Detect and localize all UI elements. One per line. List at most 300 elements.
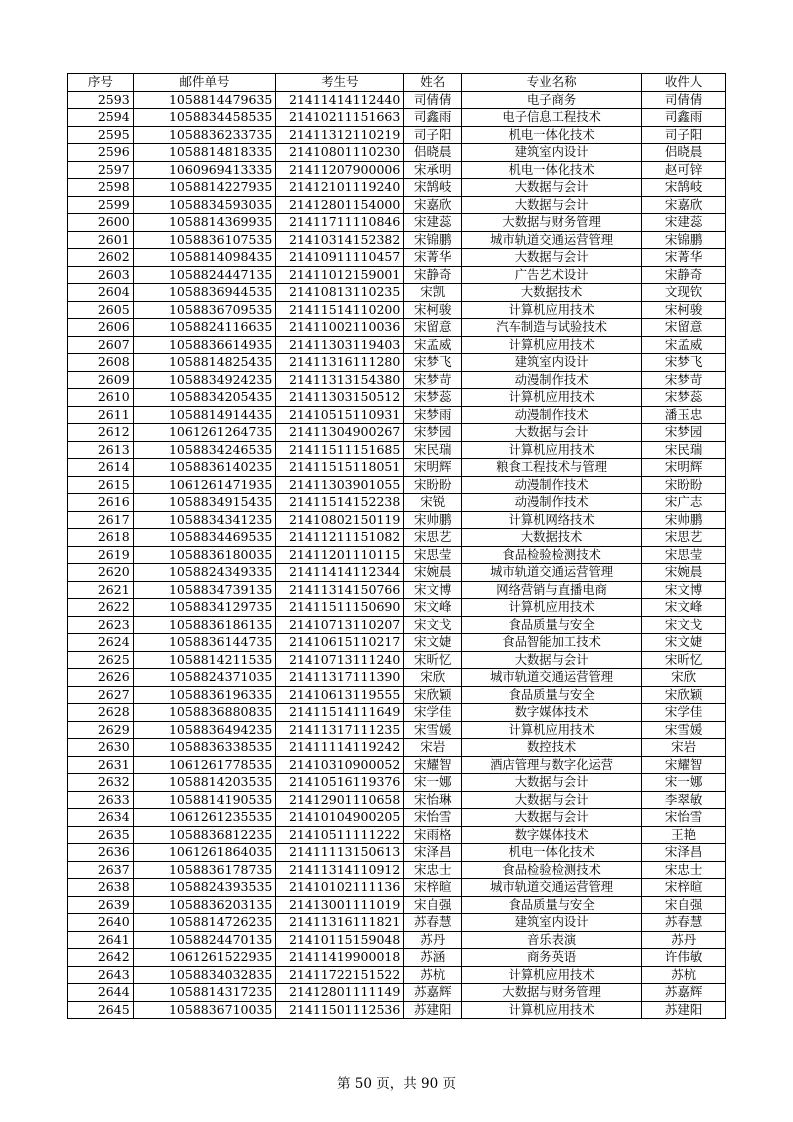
mail-list-table xyxy=(67,73,726,1019)
cell-seq: 2643 xyxy=(68,966,134,984)
cell-recipient: 宋耀智 xyxy=(642,756,726,774)
cell-major: 城市轨道交通运营管理 xyxy=(462,669,642,687)
cell-major: 大数据与会计 xyxy=(462,179,642,197)
cell-name: 苏春慧 xyxy=(404,914,462,932)
cell-major: 网络营销与直播电商 xyxy=(462,581,642,599)
cell-recipient: 宋文戈 xyxy=(642,616,726,634)
cell-exam-no: 21411304900267 xyxy=(276,424,404,442)
cell-recipient: 宋雪媛 xyxy=(642,721,726,739)
table-row xyxy=(68,546,726,564)
cell-name: 宋梦苛 xyxy=(404,371,462,389)
cell-seq: 2619 xyxy=(68,546,134,564)
cell-seq: 2638 xyxy=(68,879,134,897)
table-row xyxy=(68,214,726,232)
cell-seq: 2634 xyxy=(68,809,134,827)
cell-major: 大数据与会计 xyxy=(462,196,642,214)
cell-seq: 2605 xyxy=(68,301,134,319)
cell-seq: 2616 xyxy=(68,494,134,512)
cell-seq: 2596 xyxy=(68,144,134,162)
cell-exam-no: 21411316111280 xyxy=(276,354,404,372)
cell-name: 宋留意 xyxy=(404,319,462,337)
cell-mail-no: 1058834205435 xyxy=(133,389,276,407)
cell-exam-no: 21410615110217 xyxy=(276,634,404,652)
table-row xyxy=(68,879,726,897)
table-row xyxy=(68,914,726,932)
cell-major: 计算机应用技术 xyxy=(462,301,642,319)
cell-exam-no: 21411501112536 xyxy=(276,1001,404,1019)
table-row xyxy=(68,861,726,879)
cell-recipient: 宋鹄岐 xyxy=(642,179,726,197)
cell-mail-no: 1058836107535 xyxy=(133,231,276,249)
cell-name: 宋怡雪 xyxy=(404,809,462,827)
table-row xyxy=(68,826,726,844)
cell-name: 宋怡琳 xyxy=(404,791,462,809)
cell-recipient: 宋欣 xyxy=(642,669,726,687)
cell-exam-no: 21411012159001 xyxy=(276,266,404,284)
table-row xyxy=(68,161,726,179)
cell-mail-no: 1058834032835 xyxy=(133,966,276,984)
cell-mail-no: 1058814479635 xyxy=(133,91,276,109)
cell-major: 食品检验检测技术 xyxy=(462,546,642,564)
cell-mail-no: 1058824349335 xyxy=(133,564,276,582)
table-row xyxy=(68,739,726,757)
cell-recipient: 苏丹 xyxy=(642,931,726,949)
cell-major: 大数据与财务管理 xyxy=(462,214,642,232)
cell-name: 宋昕忆 xyxy=(404,651,462,669)
cell-recipient: 宋昕忆 xyxy=(642,651,726,669)
cell-seq: 2600 xyxy=(68,214,134,232)
table-row xyxy=(68,721,726,739)
table-row xyxy=(68,669,726,687)
cell-seq: 2606 xyxy=(68,319,134,337)
cell-major: 音乐表演 xyxy=(462,931,642,949)
cell-name: 宋文戈 xyxy=(404,616,462,634)
cell-seq: 2628 xyxy=(68,704,134,722)
cell-recipient: 潘玉忠 xyxy=(642,406,726,424)
cell-mail-no: 1058834469535 xyxy=(133,529,276,547)
cell-seq: 2626 xyxy=(68,669,134,687)
cell-mail-no: 1058836494235 xyxy=(133,721,276,739)
cell-exam-no: 21410516119376 xyxy=(276,774,404,792)
cell-mail-no: 1058824393535 xyxy=(133,879,276,897)
cell-major: 建筑室内设计 xyxy=(462,354,642,372)
cell-recipient: 宋梦飞 xyxy=(642,354,726,372)
cell-exam-no: 21411419900018 xyxy=(276,949,404,967)
cell-seq: 2609 xyxy=(68,371,134,389)
cell-seq: 2598 xyxy=(68,179,134,197)
cell-seq: 2637 xyxy=(68,861,134,879)
cell-mail-no: 1058836944535 xyxy=(133,284,276,302)
cell-name: 苏丹 xyxy=(404,931,462,949)
cell-mail-no: 1058834915435 xyxy=(133,494,276,512)
table-row xyxy=(68,179,726,197)
table-row xyxy=(68,984,726,1002)
cell-mail-no: 1058814098435 xyxy=(133,249,276,267)
table-row xyxy=(68,91,726,109)
cell-exam-no: 21411514152238 xyxy=(276,494,404,512)
cell-name: 宋思莹 xyxy=(404,546,462,564)
cell-seq: 2601 xyxy=(68,231,134,249)
cell-major: 数字媒体技术 xyxy=(462,826,642,844)
cell-recipient: 宋民瑞 xyxy=(642,441,726,459)
page-footer: 第 50 页，共 90 页 xyxy=(336,1076,457,1092)
table-row xyxy=(68,616,726,634)
cell-major: 大数据与会计 xyxy=(462,651,642,669)
cell-seq: 2641 xyxy=(68,931,134,949)
cell-mail-no: 1058836178735 xyxy=(133,861,276,879)
table-row xyxy=(68,459,726,477)
cell-exam-no: 21411316111821 xyxy=(276,914,404,932)
cell-major: 食品质量与安全 xyxy=(462,686,642,704)
table-row xyxy=(68,231,726,249)
cell-seq: 2629 xyxy=(68,721,134,739)
cell-mail-no: 1058814726235 xyxy=(133,914,276,932)
cell-exam-no: 21411414112440 xyxy=(276,91,404,109)
cell-name: 宋雨格 xyxy=(404,826,462,844)
cell-name: 宋梦飞 xyxy=(404,354,462,372)
cell-major: 动漫制作技术 xyxy=(462,371,642,389)
cell-exam-no: 21411207900006 xyxy=(276,161,404,179)
table-row xyxy=(68,1001,726,1019)
cell-exam-no: 21413001111019 xyxy=(276,896,404,914)
cell-exam-no: 21411303150512 xyxy=(276,389,404,407)
cell-major: 大数据与会计 xyxy=(462,809,642,827)
cell-exam-no: 21411201110115 xyxy=(276,546,404,564)
cell-recipient: 宋留意 xyxy=(642,319,726,337)
cell-recipient: 宋怡雪 xyxy=(642,809,726,827)
header-major: 专业名称 xyxy=(462,74,642,92)
cell-recipient: 宋忠士 xyxy=(642,861,726,879)
cell-seq: 2607 xyxy=(68,336,134,354)
cell-exam-no: 21411113150613 xyxy=(276,844,404,862)
cell-seq: 2635 xyxy=(68,826,134,844)
cell-seq: 2636 xyxy=(68,844,134,862)
cell-name: 宋梦蕊 xyxy=(404,389,462,407)
cell-exam-no: 21410211151663 xyxy=(276,109,404,127)
cell-name: 宋民瑞 xyxy=(404,441,462,459)
cell-seq: 2639 xyxy=(68,896,134,914)
cell-seq: 2612 xyxy=(68,424,134,442)
cell-major: 大数据与会计 xyxy=(462,424,642,442)
cell-name: 宋欣 xyxy=(404,669,462,687)
cell-major: 计算机应用技术 xyxy=(462,389,642,407)
table-row xyxy=(68,196,726,214)
cell-name: 宋鹄岐 xyxy=(404,179,462,197)
cell-exam-no: 21410115159048 xyxy=(276,931,404,949)
cell-exam-no: 21411002110036 xyxy=(276,319,404,337)
cell-major: 计算机应用技术 xyxy=(462,1001,642,1019)
cell-recipient: 宋自强 xyxy=(642,896,726,914)
cell-mail-no: 1058824371035 xyxy=(133,669,276,687)
header-row xyxy=(68,74,726,92)
cell-seq: 2615 xyxy=(68,476,134,494)
cell-seq: 2614 xyxy=(68,459,134,477)
table-row xyxy=(68,441,726,459)
header-recipient: 收件人 xyxy=(642,74,726,92)
cell-major: 动漫制作技术 xyxy=(462,494,642,512)
table-row xyxy=(68,756,726,774)
table-row xyxy=(68,686,726,704)
cell-exam-no: 21410310900052 xyxy=(276,756,404,774)
cell-seq: 2625 xyxy=(68,651,134,669)
cell-name: 宋建蕊 xyxy=(404,214,462,232)
cell-name: 宋梦雨 xyxy=(404,406,462,424)
cell-seq: 2633 xyxy=(68,791,134,809)
cell-major: 大数据技术 xyxy=(462,284,642,302)
cell-name: 宋文峰 xyxy=(404,599,462,617)
table-row xyxy=(68,966,726,984)
cell-name: 司子阳 xyxy=(404,126,462,144)
cell-name: 宋盼盼 xyxy=(404,476,462,494)
cell-recipient: 许伟敏 xyxy=(642,949,726,967)
cell-name: 宋欣颖 xyxy=(404,686,462,704)
cell-recipient: 宋广志 xyxy=(642,494,726,512)
table-row xyxy=(68,301,726,319)
table-row xyxy=(68,511,726,529)
cell-mail-no: 1061261235535 xyxy=(133,809,276,827)
cell-mail-no: 1058824470135 xyxy=(133,931,276,949)
cell-major: 大数据与会计 xyxy=(462,774,642,792)
cell-major: 机电一体化技术 xyxy=(462,161,642,179)
cell-exam-no: 21410613119555 xyxy=(276,686,404,704)
cell-major: 汽车制造与试验技术 xyxy=(462,319,642,337)
cell-mail-no: 1058836186135 xyxy=(133,616,276,634)
cell-major: 动漫制作技术 xyxy=(462,406,642,424)
table-row xyxy=(68,266,726,284)
table-row xyxy=(68,476,726,494)
cell-name: 宋锦鹏 xyxy=(404,231,462,249)
cell-exam-no: 21411414112344 xyxy=(276,564,404,582)
cell-mail-no: 1058814825435 xyxy=(133,354,276,372)
cell-seq: 2602 xyxy=(68,249,134,267)
cell-name: 宋明辉 xyxy=(404,459,462,477)
cell-major: 城市轨道交通运营管理 xyxy=(462,879,642,897)
cell-major: 动漫制作技术 xyxy=(462,476,642,494)
cell-exam-no: 21412801154000 xyxy=(276,196,404,214)
header-mail-no: 邮件单号 xyxy=(133,74,276,92)
cell-recipient: 李翠敏 xyxy=(642,791,726,809)
cell-recipient: 宋梓暄 xyxy=(642,879,726,897)
cell-major: 城市轨道交通运营管理 xyxy=(462,231,642,249)
cell-recipient: 宋菁华 xyxy=(642,249,726,267)
cell-name: 宋菁华 xyxy=(404,249,462,267)
cell-recipient: 宋孟威 xyxy=(642,336,726,354)
cell-recipient: 苏嘉辉 xyxy=(642,984,726,1002)
cell-name: 宋帅鹏 xyxy=(404,511,462,529)
cell-recipient: 宋嘉欣 xyxy=(642,196,726,214)
cell-major: 食品智能加工技术 xyxy=(462,634,642,652)
cell-exam-no: 21410713110207 xyxy=(276,616,404,634)
cell-name: 宋忠士 xyxy=(404,861,462,879)
table-row xyxy=(68,651,726,669)
cell-exam-no: 21412801111149 xyxy=(276,984,404,1002)
cell-mail-no: 1058836203135 xyxy=(133,896,276,914)
cell-mail-no: 1058836614935 xyxy=(133,336,276,354)
table-row xyxy=(68,704,726,722)
cell-exam-no: 21412901110658 xyxy=(276,791,404,809)
table-row xyxy=(68,599,726,617)
cell-recipient: 宋思莹 xyxy=(642,546,726,564)
cell-mail-no: 1058836338535 xyxy=(133,739,276,757)
table-row xyxy=(68,354,726,372)
cell-seq: 2594 xyxy=(68,109,134,127)
cell-exam-no: 21410911110457 xyxy=(276,249,404,267)
cell-exam-no: 21411711110846 xyxy=(276,214,404,232)
table-row xyxy=(68,791,726,809)
cell-name: 宋文博 xyxy=(404,581,462,599)
cell-exam-no: 21410104900205 xyxy=(276,809,404,827)
cell-major: 商务英语 xyxy=(462,949,642,967)
table-row xyxy=(68,371,726,389)
table-row xyxy=(68,494,726,512)
table-row xyxy=(68,126,726,144)
cell-exam-no: 21410713111240 xyxy=(276,651,404,669)
cell-exam-no: 21411514111649 xyxy=(276,704,404,722)
table-row xyxy=(68,809,726,827)
cell-seq: 2632 xyxy=(68,774,134,792)
cell-name: 宋承明 xyxy=(404,161,462,179)
table-row xyxy=(68,949,726,967)
cell-name: 苏嘉辉 xyxy=(404,984,462,1002)
cell-major: 酒店管理与数字化运营 xyxy=(462,756,642,774)
cell-mail-no: 1058834129735 xyxy=(133,599,276,617)
header-exam-no: 考生号 xyxy=(276,74,404,92)
cell-exam-no: 21411303901055 xyxy=(276,476,404,494)
cell-exam-no: 21411317111390 xyxy=(276,669,404,687)
cell-major: 机电一体化技术 xyxy=(462,844,642,862)
cell-name: 宋泽昌 xyxy=(404,844,462,862)
cell-major: 计算机应用技术 xyxy=(462,441,642,459)
cell-exam-no: 21411511151685 xyxy=(276,441,404,459)
table-row xyxy=(68,774,726,792)
cell-name: 宋文婕 xyxy=(404,634,462,652)
cell-name: 苏建阳 xyxy=(404,1001,462,1019)
cell-exam-no: 21411303119403 xyxy=(276,336,404,354)
cell-mail-no: 1058836140235 xyxy=(133,459,276,477)
cell-exam-no: 21411114119242 xyxy=(276,739,404,757)
cell-recipient: 宋帅鹏 xyxy=(642,511,726,529)
cell-name: 宋孟威 xyxy=(404,336,462,354)
cell-major: 电子商务 xyxy=(462,91,642,109)
cell-recipient: 宋明辉 xyxy=(642,459,726,477)
cell-recipient: 宋静奇 xyxy=(642,266,726,284)
cell-mail-no: 1058836144735 xyxy=(133,634,276,652)
cell-seq: 2599 xyxy=(68,196,134,214)
cell-mail-no: 1058824116635 xyxy=(133,319,276,337)
cell-major: 广告艺术设计 xyxy=(462,266,642,284)
cell-mail-no: 1058824447135 xyxy=(133,266,276,284)
cell-seq: 2622 xyxy=(68,599,134,617)
cell-mail-no: 1058834458535 xyxy=(133,109,276,127)
table-row xyxy=(68,284,726,302)
cell-exam-no: 21410102111136 xyxy=(276,879,404,897)
cell-name: 宋梦园 xyxy=(404,424,462,442)
cell-major: 计算机应用技术 xyxy=(462,336,642,354)
cell-name: 宋静奇 xyxy=(404,266,462,284)
cell-seq: 2603 xyxy=(68,266,134,284)
cell-name: 宋自强 xyxy=(404,896,462,914)
table-row xyxy=(68,844,726,862)
cell-major: 计算机应用技术 xyxy=(462,599,642,617)
cell-major: 计算机网络技术 xyxy=(462,511,642,529)
cell-exam-no: 21410802150119 xyxy=(276,511,404,529)
cell-mail-no: 1058814190535 xyxy=(133,791,276,809)
cell-recipient: 宋婉晨 xyxy=(642,564,726,582)
cell-name: 宋一娜 xyxy=(404,774,462,792)
cell-name: 宋思艺 xyxy=(404,529,462,547)
cell-exam-no: 21410515110931 xyxy=(276,406,404,424)
cell-mail-no: 1058836196335 xyxy=(133,686,276,704)
cell-exam-no: 21411514110200 xyxy=(276,301,404,319)
cell-mail-no: 1058836880835 xyxy=(133,704,276,722)
cell-recipient: 侣晓晨 xyxy=(642,144,726,162)
cell-name: 宋雪媛 xyxy=(404,721,462,739)
cell-seq: 2611 xyxy=(68,406,134,424)
cell-exam-no: 21410813110235 xyxy=(276,284,404,302)
cell-seq: 2621 xyxy=(68,581,134,599)
cell-seq: 2593 xyxy=(68,91,134,109)
cell-recipient: 苏建阳 xyxy=(642,1001,726,1019)
cell-seq: 2631 xyxy=(68,756,134,774)
cell-recipient: 司鑫雨 xyxy=(642,109,726,127)
cell-name: 宋岩 xyxy=(404,739,462,757)
cell-major: 机电一体化技术 xyxy=(462,126,642,144)
cell-exam-no: 21412101119240 xyxy=(276,179,404,197)
cell-mail-no: 1058836233735 xyxy=(133,126,276,144)
cell-recipient: 宋柯骏 xyxy=(642,301,726,319)
cell-mail-no: 1058834739135 xyxy=(133,581,276,599)
cell-major: 电子信息工程技术 xyxy=(462,109,642,127)
cell-seq: 2620 xyxy=(68,564,134,582)
cell-recipient: 宋岩 xyxy=(642,739,726,757)
cell-major: 食品质量与安全 xyxy=(462,616,642,634)
cell-exam-no: 21411312110219 xyxy=(276,126,404,144)
cell-name: 宋耀智 xyxy=(404,756,462,774)
cell-mail-no: 1058834924235 xyxy=(133,371,276,389)
cell-seq: 2624 xyxy=(68,634,134,652)
cell-major: 大数据技术 xyxy=(462,529,642,547)
cell-major: 数字媒体技术 xyxy=(462,704,642,722)
table-row xyxy=(68,336,726,354)
cell-name: 侣晓晨 xyxy=(404,144,462,162)
cell-mail-no: 1058836180035 xyxy=(133,546,276,564)
cell-exam-no: 21410314152382 xyxy=(276,231,404,249)
cell-seq: 2627 xyxy=(68,686,134,704)
table-row xyxy=(68,564,726,582)
cell-recipient: 苏春慧 xyxy=(642,914,726,932)
table-row xyxy=(68,424,726,442)
cell-name: 宋凯 xyxy=(404,284,462,302)
cell-major: 大数据与会计 xyxy=(462,791,642,809)
cell-recipient: 宋锦鹏 xyxy=(642,231,726,249)
cell-major: 粮食工程技术与管理 xyxy=(462,459,642,477)
table-row xyxy=(68,634,726,652)
cell-name: 宋梓暄 xyxy=(404,879,462,897)
cell-major: 大数据与财务管理 xyxy=(462,984,642,1002)
table-row xyxy=(68,931,726,949)
cell-mail-no: 1061261471935 xyxy=(133,476,276,494)
cell-seq: 2623 xyxy=(68,616,134,634)
table-row xyxy=(68,406,726,424)
cell-name: 宋嘉欣 xyxy=(404,196,462,214)
cell-name: 宋锐 xyxy=(404,494,462,512)
table-row xyxy=(68,144,726,162)
cell-name: 宋学佳 xyxy=(404,704,462,722)
cell-major: 计算机应用技术 xyxy=(462,966,642,984)
cell-mail-no: 1058814317235 xyxy=(133,984,276,1002)
cell-recipient: 宋学佳 xyxy=(642,704,726,722)
cell-recipient: 宋建蕊 xyxy=(642,214,726,232)
